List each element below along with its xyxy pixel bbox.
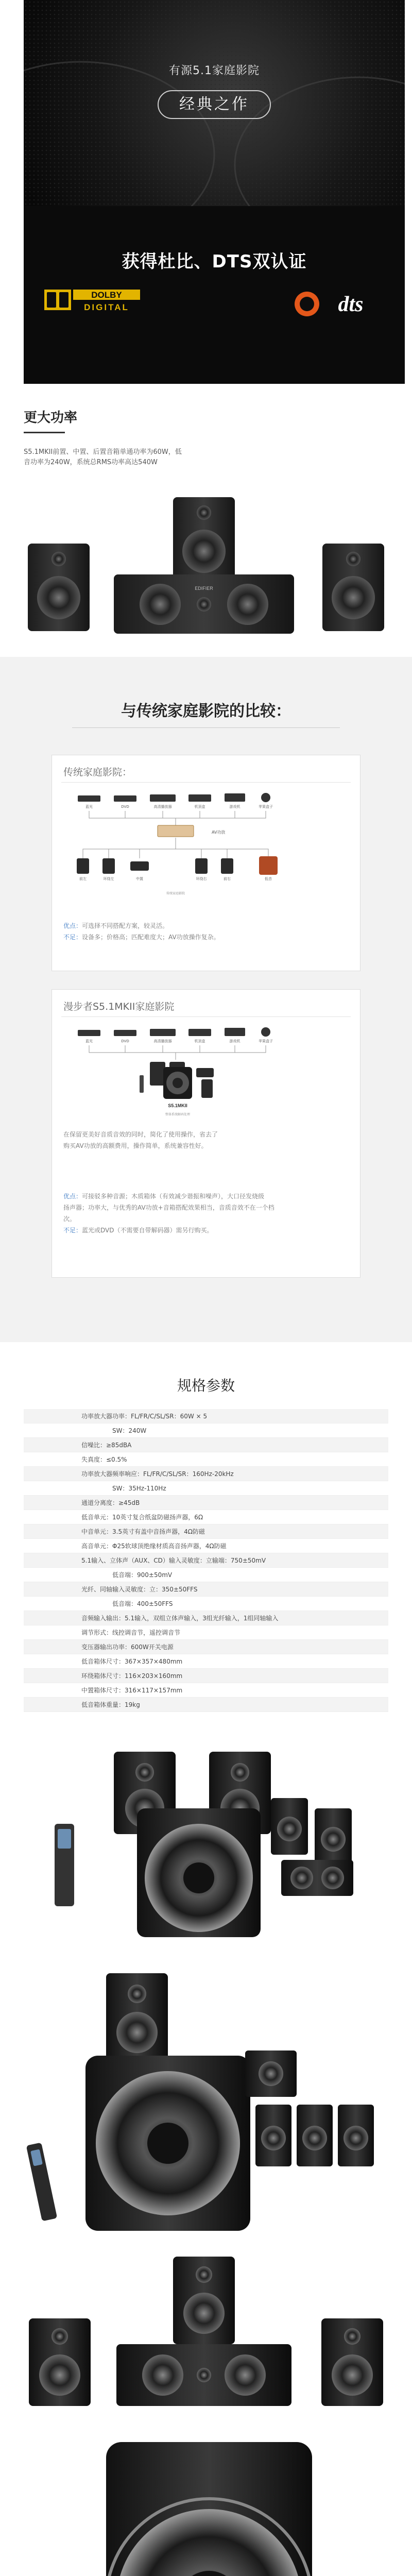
speaker-label: 环绕左: [103, 877, 114, 881]
pros-note: [63, 920, 352, 931]
spec-row: 低音单元：10英寸复合纸盆防磁扬声器，6Ω: [24, 1510, 388, 1524]
source-label: DVD: [121, 805, 129, 809]
note-text: 设备多；价格高；匹配难度大；AV功放操作复杂。: [82, 934, 220, 941]
product-photo-subwoofer: [24, 2432, 388, 2576]
speaker-label: 环绕右: [196, 877, 207, 881]
spec-row: 变压器输出功率：600W开关电源: [24, 1640, 388, 1654]
divider: [61, 1016, 351, 1017]
edifier-wiring-diagram: [73, 1026, 340, 1118]
cons-note: [63, 931, 352, 943]
source-label: 蓝光: [85, 1039, 93, 1043]
source-label: 游戏机: [229, 805, 241, 809]
traditional-wiring-diagram: [73, 791, 340, 900]
diagram-caption: 整体系统解码处理: [165, 1113, 191, 1116]
svg-text:DOLBY: DOLBY: [91, 290, 122, 300]
note-text: 扬声器；功率大，与优秀的AV功放+音箱搭配效果相当，音质音效不在一个档: [63, 1204, 274, 1211]
power-text-line: S5.1MKII前置、中置、后置音箱单通功率为60W，低: [24, 448, 182, 456]
edifier-description: [63, 1129, 352, 1151]
spec-row: 光纤、同轴输入灵敏度：立：350±50FFS: [24, 1582, 388, 1597]
edifier-system-card: [52, 989, 360, 1278]
spec-title: 规格参数: [177, 1377, 235, 1394]
note-text: 次。: [63, 1215, 76, 1223]
svg-text:DIGITAL: DIGITAL: [84, 302, 129, 312]
speaker-label: 前左: [79, 877, 87, 881]
source-label: 蓝光: [85, 805, 93, 809]
spec-row: 5.1输入、立体声（AUX、CD）输入灵敏度：立输端：750±50mV: [24, 1553, 388, 1568]
traditional-system-card: [52, 755, 360, 971]
spec-row: 环绕箱体尺寸：116×203×160mm: [24, 1669, 388, 1683]
product-photo-front-row: [24, 2246, 388, 2421]
power-title: 更大功率: [24, 410, 78, 426]
hero-banner: [24, 0, 405, 384]
divider: [61, 782, 351, 783]
spec-row: 中音单元：3.5英寸有盖中音扬声器，4Ω防磁: [24, 1524, 388, 1539]
card-heading: 漫步者S5.1MKII家庭影院: [63, 1001, 175, 1012]
spec-row: 信噪比：≥85dBA: [24, 1438, 388, 1452]
spec-row: 中置箱体尺寸：316×117×157mm: [24, 1683, 388, 1698]
speaker-label: 前右: [224, 877, 231, 881]
note-key: 优点：: [63, 1193, 82, 1200]
certification-heading: 获得杜比、DTS双认证: [122, 251, 307, 272]
spec-row: 功率放大器频率响应：FL/FR/C/SL/SR：160Hz-20kHz: [24, 1467, 388, 1481]
product-model-label: S5.1MKII: [168, 1103, 187, 1108]
comparison-title: 与传统家庭影院的比较：: [121, 702, 291, 720]
brand-label: EDIFIER: [195, 586, 213, 591]
amp-label: AV功放: [212, 830, 226, 835]
note-text: 可选择不同搭配方案，较灵活。: [82, 922, 169, 929]
speaker-label: 中置: [136, 877, 143, 881]
source-label: 机顶盒: [194, 805, 205, 809]
source-label: 机顶盒: [194, 1039, 205, 1043]
spec-row: 失真度：≤0.5%: [24, 1452, 388, 1467]
spec-row: 音频输入输出：5.1输入，双组立体声输入，3组光纤输入，1组同轴输入: [24, 1611, 388, 1625]
spec-row: SW：35Hz-110Hz: [24, 1481, 388, 1496]
speaker-set-image: [24, 487, 388, 641]
divider: [72, 727, 340, 728]
source-label: 高清播放器: [153, 805, 172, 809]
spec-row: 低音端：900±50mV: [24, 1568, 388, 1582]
source-label: 高清播放器: [153, 1039, 172, 1043]
spec-row: 低音箱体尺寸：367×357×480mm: [24, 1654, 388, 1669]
description-line: 在保留更美好音质音效的同时，简化了使用操作，省去了: [63, 1131, 218, 1138]
source-label: DVD: [121, 1039, 129, 1043]
card-heading: 传统家庭影院：: [63, 767, 132, 778]
svg-text:dts: dts: [338, 293, 364, 316]
note-key: 不足：: [63, 934, 82, 941]
hero-badge: 经典之作: [158, 90, 271, 119]
source-label: 游戏机: [229, 1039, 241, 1043]
note-text: 蓝光或DVD（不需要自带解码器）需另行购买。: [82, 1227, 213, 1234]
hero-background-art: [24, 0, 405, 384]
dolby-digital-logo: [44, 287, 142, 320]
pros-note: [63, 1191, 352, 1236]
spec-row: 低音端：400±50FFS: [24, 1597, 388, 1611]
power-description: [24, 447, 358, 468]
source-label: 苹果盒子: [259, 805, 273, 809]
description-line: 购买AV功放的高额费用，操作简单，系统兼容性好。: [63, 1142, 208, 1149]
spec-row: 通道分离度：≥45dB: [24, 1496, 388, 1510]
power-text-line: 音功率为240W，系统总RMS功率高达540W: [24, 459, 158, 466]
note-key: 优点：: [63, 922, 82, 929]
source-label: 苹果盒子: [259, 1039, 273, 1043]
spec-row: 低音箱体重量：19kg: [24, 1698, 388, 1712]
spec-row: 调节形式：线控调音节，遥控调音节: [24, 1625, 388, 1640]
diagram-caption: 传统家庭影院: [166, 892, 185, 895]
speaker-label: 低音: [265, 877, 272, 881]
spec-row: SW：240W: [24, 1423, 388, 1438]
spec-row: 高音单元：Φ25软球顶绝缘材质高音扬声器，4Ω防磁: [24, 1539, 388, 1553]
product-photo-angled-set: [24, 1963, 388, 2241]
title-underline: [24, 432, 65, 433]
note-key: 不足：: [63, 1227, 82, 1234]
dts-logo: [291, 289, 389, 319]
spec-row: 功率放大器功率：FL/FR/C/SL/SR：60W × 5: [24, 1409, 388, 1423]
hero-subtitle: 有源5.1家庭影院: [169, 64, 260, 77]
note-text: 可接驳多种音源；木质箱体（有效减少谐振和噪声），大口径发烧级: [82, 1193, 265, 1200]
product-photo-full-set: [24, 1731, 388, 1947]
spec-table: [24, 1409, 388, 1712]
